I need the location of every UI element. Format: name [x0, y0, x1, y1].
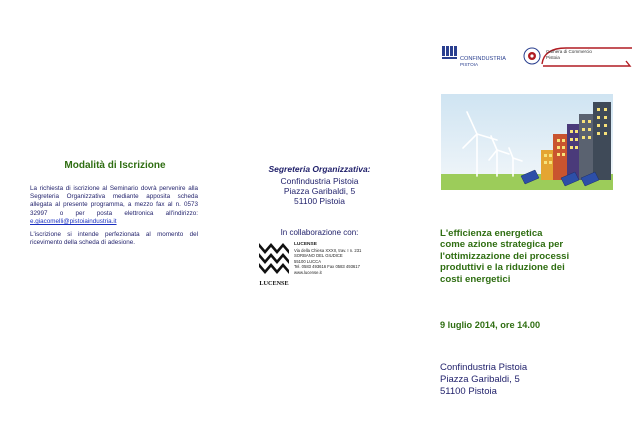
event-title-line: come azione strategica per [440, 239, 564, 251]
venue-line: 51100 Pistoia [440, 386, 497, 397]
registration-paragraph [30, 185, 198, 226]
lucense-phone: Tel. 0583 493616 Fax 0583 493617 [294, 264, 360, 270]
registration-paragraph-text: La richiesta di iscrizione al Seminario dovrà pervenire alla Segreteria Organizzativa mediante apposita scheda allegata al presente programma, a mezzo fax al n. 0573 32997 o per posta elettronica all'indirizzo: [30, 185, 198, 217]
lucense-name: LUCENSE [294, 242, 317, 247]
venue-line: Confindustria Pistoia [440, 362, 528, 373]
secretariat-line: Confindustria Pistoia [280, 176, 359, 186]
secretariat-title: Segreteria Organizzativa: [268, 164, 371, 174]
confirmation-paragraph: L'iscrizione si intende perfezionata al momento del ricevimento della scheda di adesione. [30, 231, 198, 247]
confindustria-sub: PISTOIA [460, 62, 479, 67]
left-panel [0, 0, 213, 426]
event-title-line: produttivi e la riduzione dei [440, 262, 565, 274]
confindustria-name: CONFINDUSTRIA [460, 56, 506, 62]
event-title-line: l'ottimizzazione dei processi [440, 250, 570, 262]
registration-text [30, 185, 198, 252]
lucense-website: www.lucense.it [294, 269, 322, 275]
event-title-line: costi energetici [440, 273, 511, 285]
chamber-of-commerce-logo [524, 48, 632, 66]
lucense-logo [257, 240, 291, 288]
chamber-sub: Pistoia [546, 55, 560, 60]
event-title [440, 228, 620, 285]
partner-logos [442, 44, 632, 70]
middle-panel [213, 0, 426, 426]
wind-city-illustration [441, 94, 613, 190]
registration-title: Modalità di Iscrizione [64, 160, 166, 171]
lucense-logo-text: LUCENSE [259, 280, 289, 287]
email-link[interactable]: e.giacomelli@pistoiaindustria.it [30, 217, 117, 225]
event-date: 9 luglio 2014, ore 14.00 [440, 320, 541, 330]
lucense-address: Via della Chiesa XXXII, trav. I n. 231 [294, 247, 362, 253]
event-title-line: L'efficienza energetica [440, 228, 543, 239]
collaboration-label: In collaborazione con: [280, 228, 359, 237]
venue-line: Piazza Garibaldi, 5 [440, 374, 520, 385]
chamber-name: Camera di Commercio [546, 49, 592, 54]
lucense-city: 55100 LUCCA [294, 258, 322, 264]
secretariat-line: Piazza Garibaldi, 5 [283, 186, 356, 196]
confindustria-logo [442, 46, 506, 67]
lucense-locality: SORBANO DEL GIUDICE [294, 253, 343, 259]
secretariat-line: 51100 Pistoia [294, 196, 345, 206]
lucense-contact [294, 242, 384, 276]
right-panel [426, 0, 640, 426]
